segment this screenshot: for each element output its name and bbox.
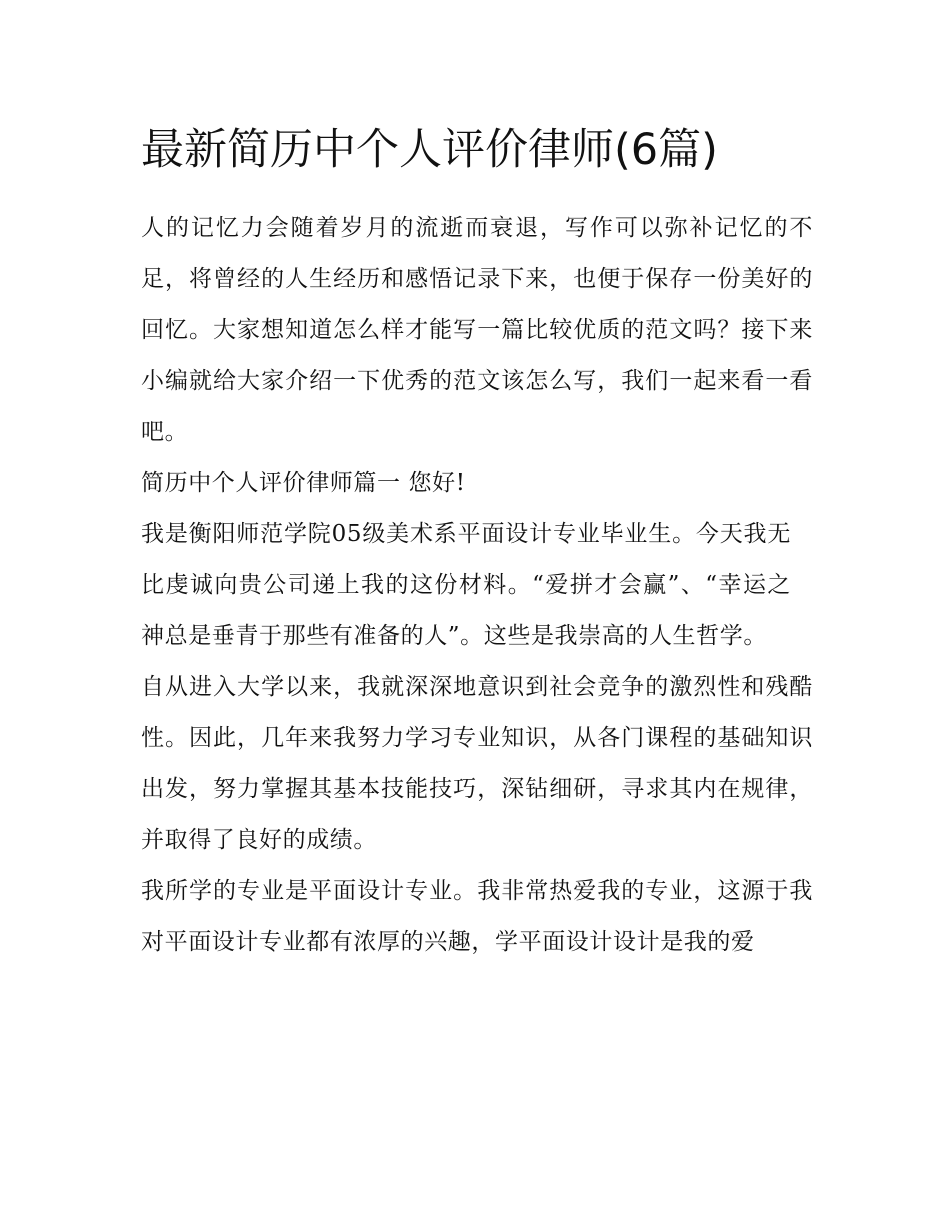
paragraph-self-introduction: 我是衡阳师范学院05级美术系平面设计专业毕业生。今天我无比虔诚向贵公司递上我的这份材料。“爱拼才会赢”、“幸运之神总是垂青于那些有准备的人”。这些是我崇高的人生哲学。 <box>141 521 791 649</box>
document-title: 最新简历中个人评价律师(6篇) <box>141 125 718 175</box>
document-body <box>141 203 813 968</box>
paragraph-section-heading: 简历中个人评价律师篇一 您好! <box>141 470 466 496</box>
document-page <box>141 112 813 968</box>
paragraph-study-experience: 自从进入大学以来，我就深深地意识到社会竞争的激烈性和残酷性。因此，几年来我努力学习专业知识，从各门课程的基础知识出发，努力掌握其基本技能技巧，深钻细研，寻求其内在规律，并取得了良好的成绩。 <box>141 674 813 853</box>
paragraph-major: 我所学的专业是平面设计专业。我非常热爱我的专业，这源于我对平面设计专业都有浓厚的兴趣，学平面设计设计是我的爱 <box>141 878 813 955</box>
paragraph-intro: 人的记忆力会随着岁月的流逝而衰退，写作可以弥补记忆的不足，将曾经的人生经历和感悟记录下来，也便于保存一份美好的回忆。大家想知道怎么样才能写一篇比较优质的范文吗？接下来小编就给大家介绍一下优秀的范文该怎么写，我们一起来看一看吧。 <box>141 215 813 445</box>
